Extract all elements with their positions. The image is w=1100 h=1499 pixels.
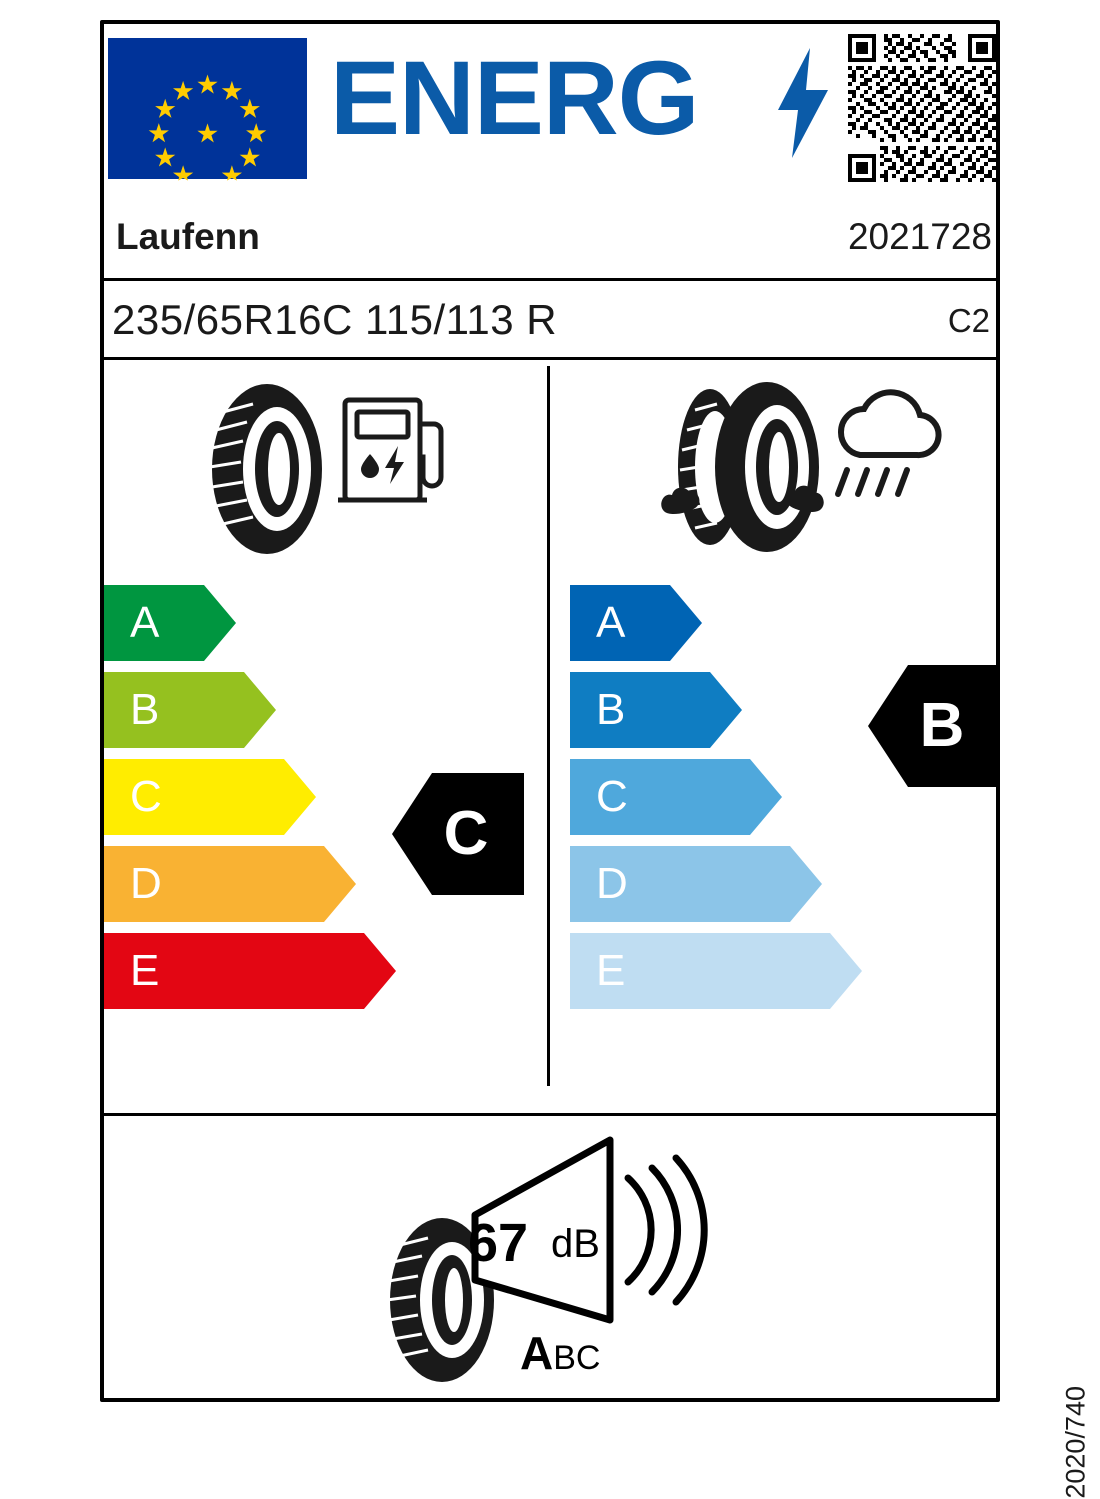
fuel-efficiency-grade: C xyxy=(443,799,489,868)
tyre-fuel-pump-icon xyxy=(205,382,450,557)
grade-letter: A xyxy=(130,598,160,647)
divider-top xyxy=(104,278,996,281)
divider-second xyxy=(104,357,996,360)
noise-value: 67 xyxy=(468,1213,529,1273)
noise-class-indicator xyxy=(520,1327,601,1388)
lightning-bolt-icon xyxy=(778,48,828,158)
grade-letter: C xyxy=(596,772,628,821)
eu-flag-stars xyxy=(108,38,307,179)
noise-class-active: A xyxy=(520,1327,554,1379)
qr-code-icon xyxy=(848,34,996,182)
fuel-efficiency-result xyxy=(392,773,524,895)
grade-letter: C xyxy=(130,772,162,821)
model-identifier: 2021728 xyxy=(847,216,992,257)
grade-letter: B xyxy=(130,685,160,734)
grade-letter: D xyxy=(130,859,162,908)
grade-letter: B xyxy=(596,685,626,734)
noise-class-rest: BC xyxy=(553,1339,601,1377)
tyre-class: C2 xyxy=(947,302,990,339)
column-divider xyxy=(547,366,550,1086)
grade-letter: E xyxy=(596,946,626,995)
grade-letter: A xyxy=(596,598,626,647)
tyre-size-designation: 235/65R16C 115/113 R xyxy=(112,296,558,343)
supplier-brand: Laufenn xyxy=(116,216,260,257)
page-title: ENERG xyxy=(330,40,699,157)
eu-flag-icon xyxy=(108,38,307,179)
tyre-rain-cloud-icon xyxy=(655,382,925,557)
grade-letter: E xyxy=(130,946,160,995)
wet-grip-grade: B xyxy=(919,691,965,760)
grade-letter: D xyxy=(596,859,628,908)
noise-unit: dB xyxy=(551,1222,600,1266)
divider-noise xyxy=(104,1113,996,1116)
wet-grip-result xyxy=(868,665,1000,787)
regulation-reference: 2020/740 xyxy=(1061,1386,1091,1499)
